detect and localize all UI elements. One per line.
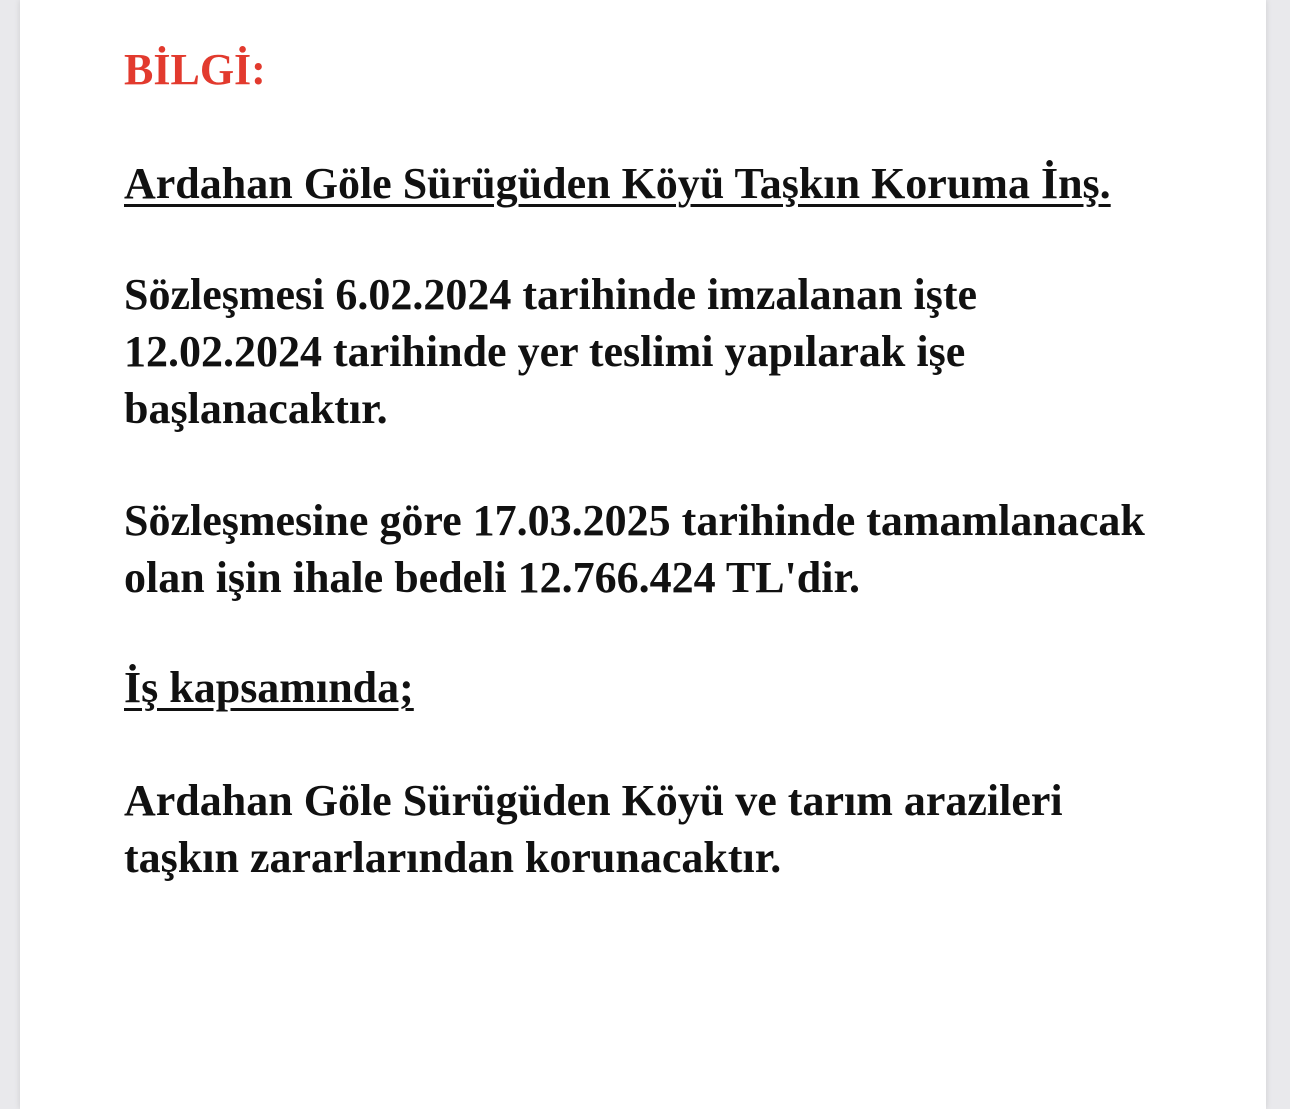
- paragraph-line: Sözleşmesine göre 17.03.2025 tarihinde tamamlanacak: [124, 496, 1145, 545]
- paragraph-line: Ardahan Göle Sürügüden Köyü ve tarım arazileri: [124, 776, 1063, 825]
- document-page: [20, 0, 1266, 1109]
- paragraph-line: 12.02.2024 tarihinde yer teslimi yapılarak işe: [124, 327, 966, 376]
- paragraph-line: olan işin ihale bedeli 12.766.424 TL'dir.: [124, 553, 860, 602]
- paragraph-line: taşkın zararlarından korunacaktır.: [124, 833, 782, 882]
- contract-completion-paragraph: [124, 492, 1145, 606]
- project-title: Ardahan Göle Sürügüden Köyü Taşkın Koruma İnş.: [124, 159, 1111, 208]
- scope-heading: İş kapsamında;: [124, 663, 414, 712]
- info-label: BİLGİ:: [124, 45, 266, 94]
- contract-start-paragraph: [124, 266, 977, 437]
- paragraph-line: başlanacaktır.: [124, 384, 388, 433]
- scope-paragraph: [124, 772, 1063, 886]
- paragraph-line: Sözleşmesi 6.02.2024 tarihinde imzalanan işte: [124, 270, 978, 319]
